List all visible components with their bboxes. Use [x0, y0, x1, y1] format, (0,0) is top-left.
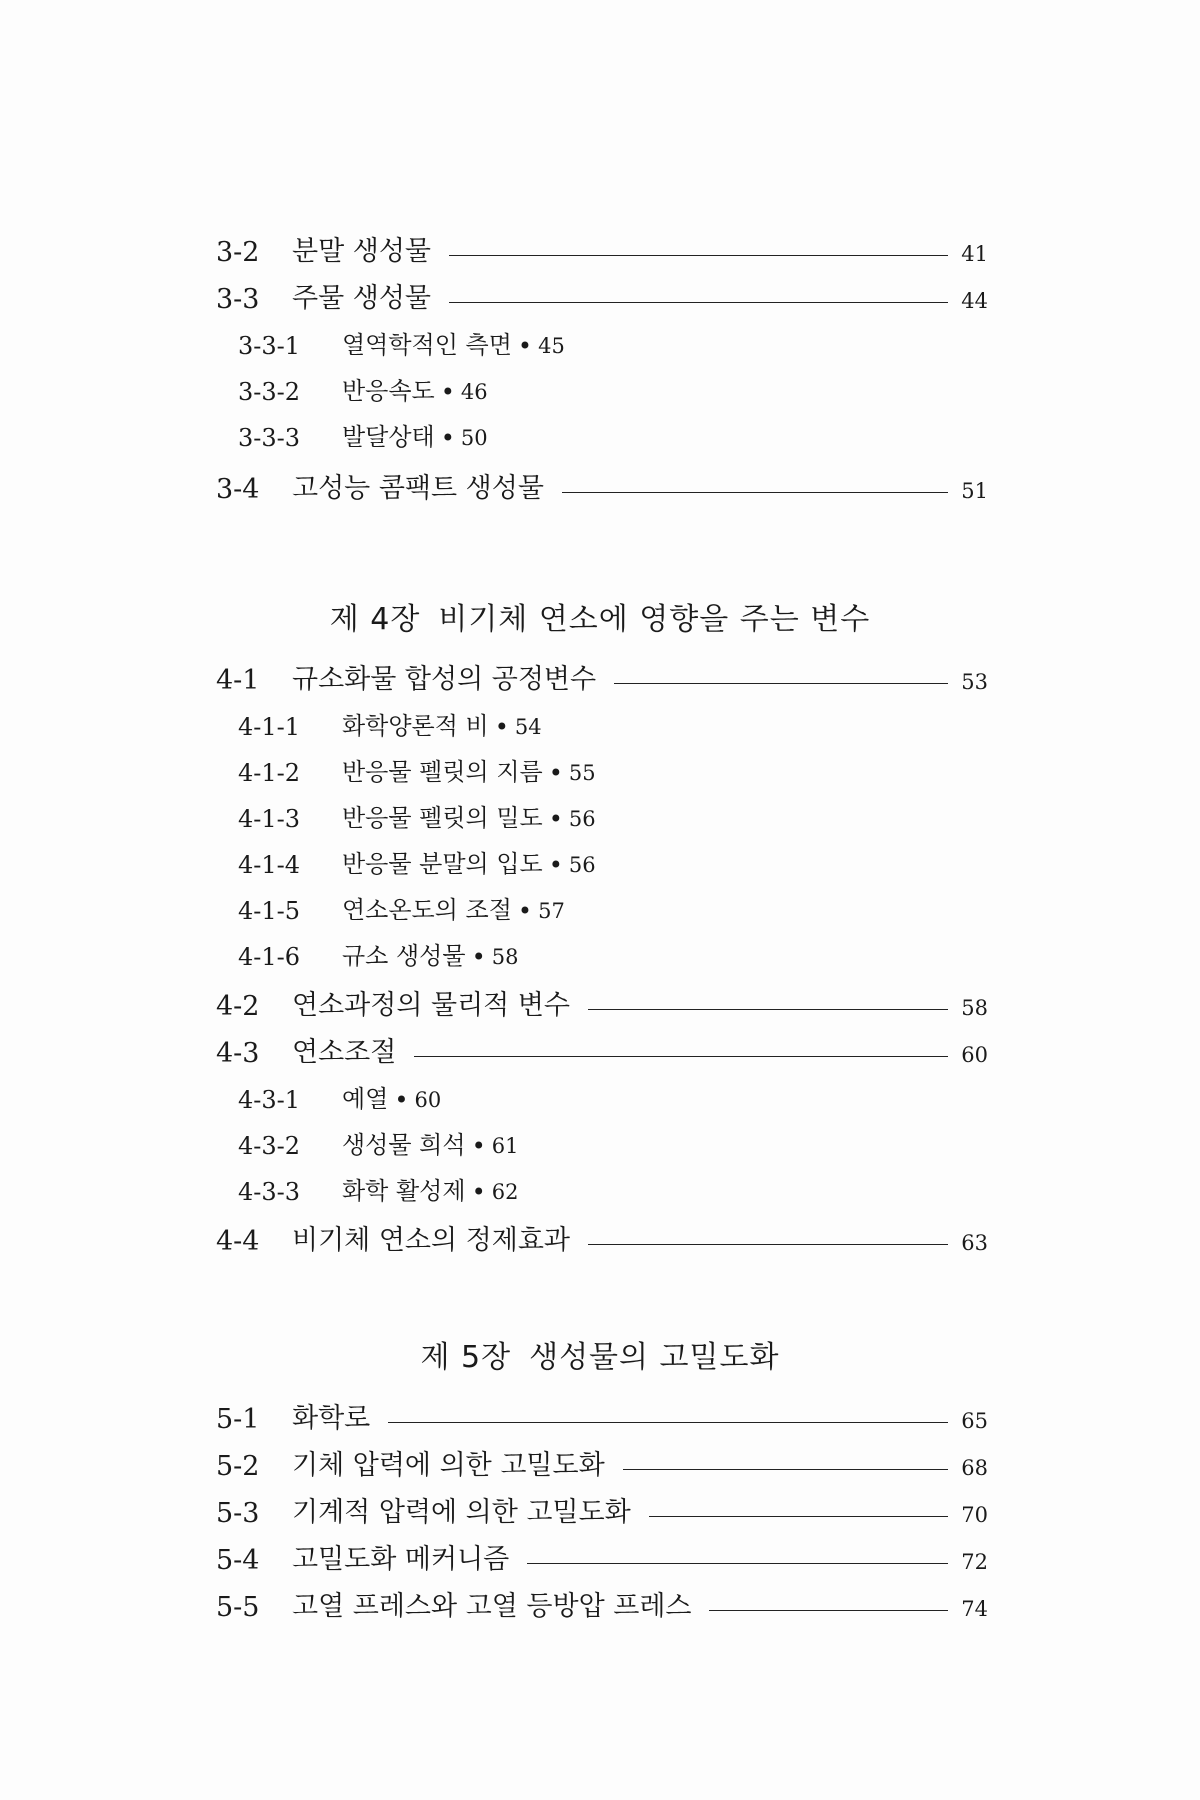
page-number: 63	[961, 1231, 988, 1255]
section-number: 4-3	[216, 1038, 260, 1069]
leader-line	[562, 492, 948, 493]
chapter-heading	[0, 594, 1200, 638]
section-number: 5-4	[216, 1545, 260, 1576]
leader-line	[414, 1056, 948, 1057]
subsection-title: 반응물 분말의 입도	[342, 850, 543, 878]
chapter-title: 비기체 연소에 영향을 주는 변수	[438, 602, 871, 637]
page-number: 72	[961, 1550, 988, 1574]
bullet-separator: •	[548, 805, 563, 833]
subsection-number: 4-1-5	[238, 897, 301, 925]
page-number: 50	[460, 426, 488, 450]
page-number: 60	[961, 1043, 988, 1067]
toc-subentry[interactable]	[238, 1124, 518, 1160]
subsection-title: 반응물 펠릿의 지름	[342, 758, 543, 786]
chapter-number: 제 4장	[329, 602, 421, 637]
bullet-separator: •	[494, 713, 509, 741]
page-number: 57	[538, 899, 565, 923]
toc-subentry[interactable]	[238, 705, 542, 741]
toc-entry[interactable]	[216, 982, 988, 1022]
subsection-title: 반응물 펠릿의 밀도	[342, 804, 543, 832]
toc-subentry[interactable]	[238, 370, 488, 406]
leader-line	[449, 255, 948, 256]
section-title: 기체 압력에 의한 고밀도화	[292, 1450, 605, 1481]
subsection-number: 4-1-1	[238, 713, 301, 741]
section-number: 5-3	[216, 1498, 260, 1529]
section-number: 5-1	[216, 1404, 260, 1435]
section-title: 비기체 연소의 정제효과	[292, 1225, 570, 1256]
page-number: 74	[961, 1597, 988, 1621]
page-number: 44	[961, 289, 988, 313]
section-number: 3-2	[216, 237, 260, 268]
section-number: 4-1	[216, 665, 260, 696]
page-number: 60	[414, 1088, 442, 1112]
subsection-number: 4-3-3	[238, 1178, 301, 1206]
section-title: 규소화물 합성의 공정변수	[292, 664, 597, 695]
subsection-number: 4-3-1	[238, 1086, 301, 1114]
subsection-number: 3-3-2	[238, 378, 301, 406]
subsection-number: 4-1-6	[238, 943, 301, 971]
page-number: 68	[961, 1456, 988, 1480]
toc-subentry[interactable]	[238, 935, 518, 971]
leader-line	[623, 1469, 948, 1470]
section-number: 3-3	[216, 284, 260, 315]
section-title: 기계적 압력에 의한 고밀도화	[292, 1497, 631, 1528]
toc-entry[interactable]	[216, 1489, 988, 1529]
page-number: 51	[961, 479, 988, 503]
page-number: 70	[961, 1503, 988, 1527]
section-number: 5-2	[216, 1451, 260, 1482]
toc-entry[interactable]	[216, 1536, 988, 1576]
leader-line	[588, 1009, 948, 1010]
section-title: 고성능 콤팩트 생성물	[292, 473, 544, 504]
bullet-separator: •	[471, 1178, 486, 1206]
section-number: 4-4	[216, 1226, 260, 1257]
bullet-separator: •	[517, 897, 533, 925]
page-number: 41	[961, 242, 988, 266]
page-number: 58	[491, 945, 519, 969]
toc-subentry[interactable]	[238, 889, 565, 925]
section-title: 화학로	[292, 1403, 371, 1434]
bullet-separator: •	[440, 378, 455, 406]
leader-line	[709, 1610, 948, 1611]
chapter-title: 생성물의 고밀도화	[529, 1340, 780, 1375]
section-title: 연소과정의 물리적 변수	[292, 990, 570, 1021]
bullet-separator: •	[517, 332, 533, 360]
toc-entry[interactable]	[216, 465, 988, 505]
page-number: 58	[961, 996, 988, 1020]
subsection-title: 반응속도	[342, 377, 435, 405]
section-title: 고밀도화 메커니즘	[292, 1544, 510, 1575]
leader-line	[449, 302, 948, 303]
subsection-number: 3-3-1	[238, 332, 301, 360]
subsection-title: 규소 생성물	[342, 942, 466, 970]
subsection-title: 화학 활성제	[342, 1177, 466, 1205]
page-number: 53	[961, 670, 988, 694]
bullet-separator: •	[548, 851, 563, 879]
toc-subentry[interactable]	[238, 1170, 518, 1206]
page-number: 56	[568, 853, 596, 877]
toc-subentry[interactable]	[238, 324, 565, 360]
toc-subentry[interactable]	[238, 416, 488, 452]
toc-subentry[interactable]	[238, 751, 596, 787]
subsection-number: 4-1-3	[238, 805, 301, 833]
section-title: 고열 프레스와 고열 등방압 프레스	[292, 1591, 692, 1622]
leader-line	[614, 683, 948, 684]
subsection-title: 연소온도의 조절	[342, 896, 512, 924]
section-title: 주물 생성물	[292, 283, 431, 314]
page-number: 45	[538, 334, 565, 358]
subsection-number: 3-3-3	[238, 424, 301, 452]
toc-entry[interactable]	[216, 228, 988, 268]
toc-subentry[interactable]	[238, 797, 596, 833]
leader-line	[649, 1516, 948, 1517]
subsection-title: 화학양론적 비	[342, 712, 489, 740]
toc-entry[interactable]	[216, 1029, 988, 1069]
toc-subentry[interactable]	[238, 1078, 441, 1114]
page-number: 65	[961, 1409, 988, 1433]
leader-line	[527, 1563, 948, 1564]
section-number: 5-5	[216, 1592, 260, 1623]
page-number: 46	[460, 380, 488, 404]
bullet-separator: •	[440, 424, 455, 452]
bullet-separator: •	[548, 759, 563, 787]
bullet-separator: •	[471, 943, 486, 971]
bullet-separator: •	[471, 1132, 486, 1160]
subsection-title: 생성물 희석	[342, 1131, 466, 1159]
chapter-heading	[0, 1332, 1200, 1376]
page-number: 56	[568, 807, 596, 831]
toc-entry[interactable]	[216, 275, 988, 315]
subsection-number: 4-1-4	[238, 851, 301, 879]
subsection-number: 4-3-2	[238, 1132, 301, 1160]
bullet-separator: •	[394, 1086, 409, 1114]
page-number: 61	[491, 1134, 519, 1158]
toc-entry[interactable]	[216, 1395, 988, 1435]
page-number: 55	[568, 761, 596, 785]
leader-line	[588, 1244, 948, 1245]
chapter-number: 제 5장	[420, 1340, 512, 1375]
toc-entry[interactable]	[216, 1583, 988, 1623]
page-number: 54	[514, 715, 542, 739]
leader-line	[388, 1422, 948, 1423]
subsection-title: 예열	[342, 1085, 389, 1113]
toc-entry[interactable]	[216, 1217, 988, 1257]
subsection-number: 4-1-2	[238, 759, 301, 787]
section-number: 4-2	[216, 991, 260, 1022]
subsection-title: 발달상태	[342, 423, 435, 451]
subsection-title: 열역학적인 측면	[342, 331, 512, 359]
toc-entry[interactable]	[216, 656, 988, 696]
section-number: 3-4	[216, 474, 260, 505]
page-number: 62	[491, 1180, 519, 1204]
section-title: 연소조절	[292, 1037, 397, 1068]
toc-subentry[interactable]	[238, 843, 596, 879]
section-title: 분말 생성물	[292, 236, 431, 267]
toc-entry[interactable]	[216, 1442, 988, 1482]
